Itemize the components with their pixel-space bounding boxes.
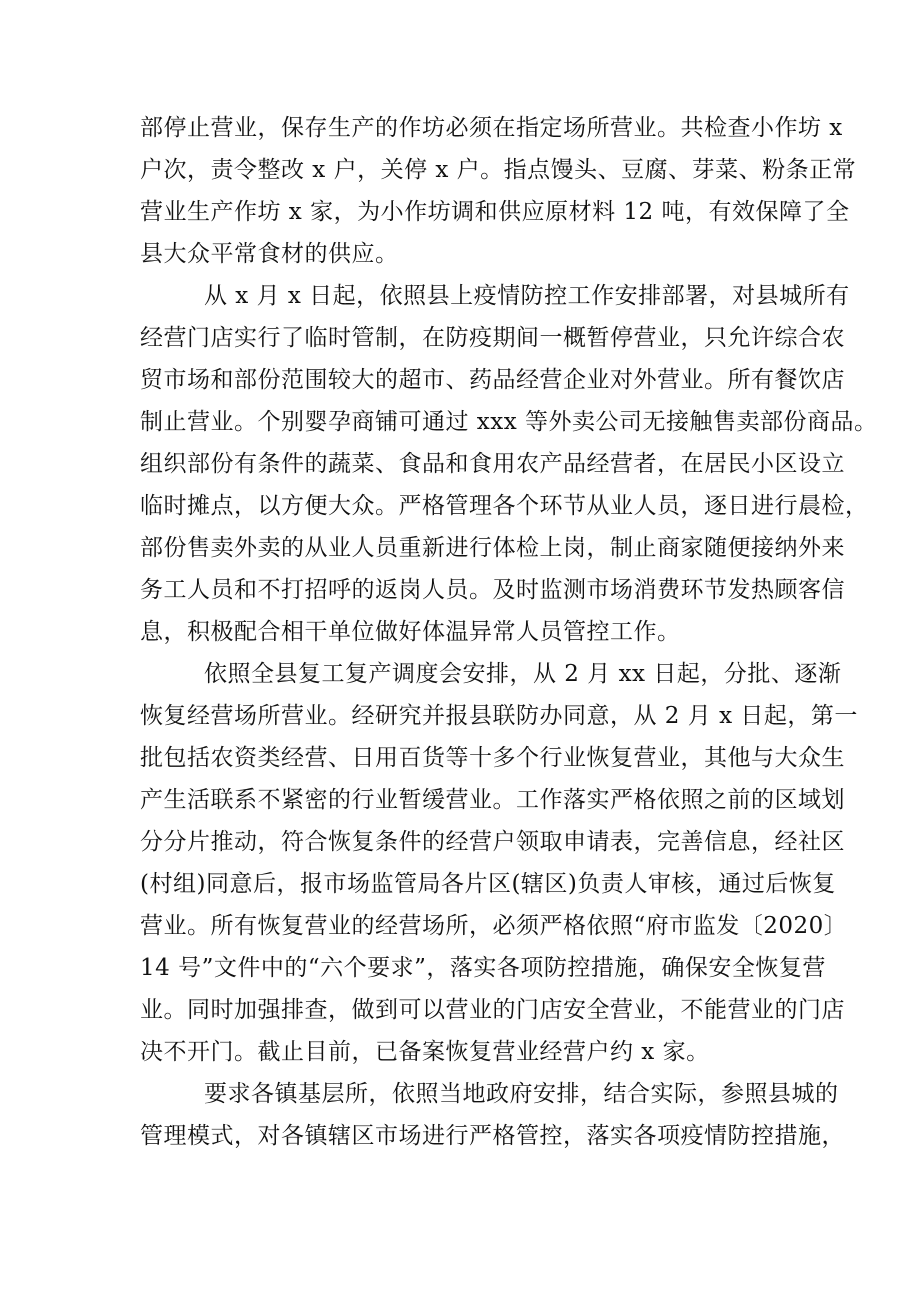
paragraph-4-line-2: 管理模式，对各镇辖区市场进行严格管控，落实各项疫情防控措施， (140, 1123, 845, 1149)
paragraph-2-line-4: 制止营业。个别婴孕商铺可通过 xxx 等外卖公司无接触售卖部份商品。 (140, 409, 878, 435)
paragraph-3-line-5: 分分片推动，符合恢复条件的经营户领取申请表，完善信息，经社区 (140, 829, 845, 855)
paragraph-3-line-9: 业。同时加强排查，做到可以营业的门店安全营业，不能营业的门店 (140, 997, 845, 1023)
paragraph-1-line-1: 部停止营业，保存生产的作坊必须在指定场所营业。共检查小作坊 x (140, 115, 843, 141)
paragraph-1-line-4: 县大众平常食材的供应。 (140, 241, 399, 267)
paragraph-1-line-2: 户次，责令整改 x 户，关停 x 户。指点馒头、豆腐、芽菜、粉条正常 (140, 157, 857, 183)
paragraph-3-line-6: (村组)同意后，报市场监管局各片区(辖区)负责人审核，通过后恢复 (140, 871, 836, 897)
paragraph-3-line-1: 依照全县复工复产调度会安排，从 2 月 xx 日起，分批、逐渐 (204, 661, 842, 687)
paragraph-2-line-3: 贸市场和部份范围较大的超市、药品经营企业对外营业。所有餐饮店 (140, 367, 845, 393)
paragraph-2-line-6: 临时摊点，以方便大众。严格管理各个环节从业人员，逐日进行晨检， (140, 493, 869, 519)
paragraph-1-line-3: 营业生产作坊 x 家，为小作坊调和供应原材料 12 吨，有效保障了全 (140, 199, 850, 225)
paragraph-4-line-1: 要求各镇基层所，依照当地政府安排，结合实际，参照县城的 (204, 1081, 839, 1107)
paragraph-2-line-8: 务工人员和不打招呼的返岗人员。及时监测市场消费环节发热顾客信 (140, 577, 845, 603)
paragraph-2-line-2: 经营门店实行了临时管制，在防疫期间一概暂停营业，只允许综合农 (140, 325, 845, 351)
paragraph-2-line-9: 息，积极配合相干单位做好体温异常人员管控工作。 (140, 619, 681, 645)
paragraph-3-line-4: 产生活联系不紧密的行业暂缓营业。工作落实严格依照之前的区域划 (140, 787, 845, 813)
paragraph-3-line-3: 批包括农资类经营、日用百货等十多个行业恢复营业，其他与大众生 (140, 745, 845, 771)
paragraph-2-line-5: 组织部份有条件的蔬菜、食品和食用农产品经营者，在居民小区设立 (140, 451, 845, 477)
paragraph-3-line-8: 14 号”文件中的“六个要求”，落实各项防控措施，确保安全恢复营 (140, 955, 826, 981)
paragraph-3-line-10: 决不开门。截止目前，已备案恢复营业经营户约 x 家。 (140, 1039, 710, 1065)
paragraph-3-line-2: 恢复经营场所营业。经研究并报县联防办同意，从 2 月 x 日起，第一 (140, 703, 858, 729)
paragraph-2-line-7: 部份售卖外卖的从业人员重新进行体检上岗，制止商家随便接纳外来 (140, 535, 845, 561)
paragraph-3-line-7: 营业。所有恢复营业的经营场所，必须严格依照“府市监发〔2020〕 (140, 913, 848, 939)
paragraph-2-line-1: 从 x 月 x 日起，依照县上疫情防控工作安排部署，对县城所有 (204, 283, 850, 309)
